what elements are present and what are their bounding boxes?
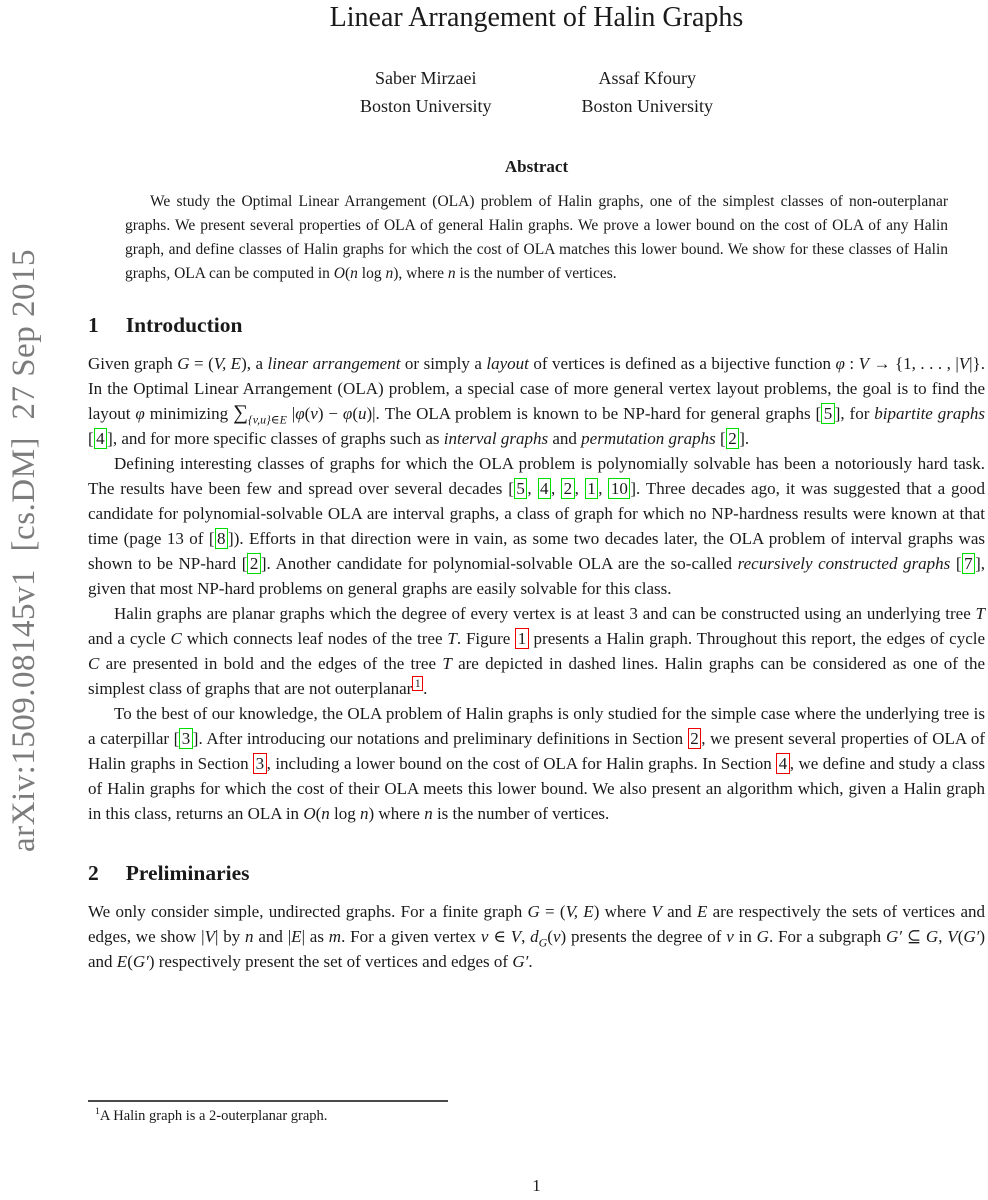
text-run: ]. Another candidate for polynomial-solvable OLA are the so-called: [260, 554, 738, 573]
text-run: ].: [739, 429, 750, 448]
text-run: ) presents the degree of: [560, 927, 727, 946]
text-run: C: [88, 654, 100, 673]
text-run: are presented in bold and the edges of the tree: [99, 654, 443, 673]
text-run: To the best of our knowledge, the OLA problem of Halin graphs is only studied for the simple case where the underlying tree is a caterpillar [: [88, 704, 985, 748]
text-run: minimizing: [144, 404, 234, 423]
text-run: G′: [512, 952, 529, 971]
text-run: and |: [253, 927, 292, 946]
paragraph-intro-2: [88, 451, 985, 601]
author-1: [360, 64, 492, 120]
paper-content: [88, 0, 985, 974]
citation-link[interactable]: 10: [608, 478, 630, 499]
citation-link[interactable]: 2: [561, 478, 575, 499]
text-run: n: [447, 265, 456, 282]
text-run: = (: [539, 902, 566, 921]
text-run: ) and: [88, 927, 986, 971]
section-title: Introduction: [125, 313, 243, 337]
text-run: or simply a: [400, 354, 487, 373]
text-run: V: [958, 354, 970, 373]
text-run: m: [328, 927, 342, 946]
text-run: recursively constructed graphs: [737, 554, 951, 573]
text-run: G: [527, 902, 540, 921]
ref-link[interactable]: 2: [688, 728, 702, 749]
text-run: .: [423, 679, 428, 698]
citation-link[interactable]: 8: [215, 528, 229, 549]
text-run: G: [538, 935, 548, 950]
text-run: . For a subgraph: [768, 927, 887, 946]
paragraph-intro-3: [88, 601, 985, 701]
text-run: V: [204, 927, 215, 946]
text-run: Given graph: [88, 354, 178, 373]
text-run: and a cycle: [88, 629, 171, 648]
ref-link[interactable]: 4: [776, 753, 790, 774]
author-affiliation: Boston University: [359, 96, 492, 116]
text-run: :: [844, 354, 859, 373]
text-run: We study the Optimal Linear Arrangement (OLA) problem of Halin graphs, one of the simplest classes of non-outerplanar graphs. We present several properties of OLA of general Halin graphs. We prove a lower bound on the cost of OLA of any Halin graph, and define classes of Halin graphs for which the cost of OLA matches this lower bound. We show for these classes of Halin graphs, OLA can be computed in: [125, 193, 948, 282]
text-run: is the number of vertices.: [455, 265, 617, 282]
text-run: n: [350, 265, 358, 282]
footnote-area: [88, 1100, 985, 1125]
text-run: φ: [835, 354, 845, 373]
text-run: (: [547, 927, 553, 946]
paragraph-intro-1: [88, 351, 985, 451]
section-heading-preliminaries: [88, 860, 985, 886]
text-run: n: [424, 804, 433, 823]
section-title: Preliminaries: [125, 861, 250, 885]
text-run: V, E: [213, 354, 242, 373]
text-run: (: [957, 927, 964, 946]
text-run: G: [756, 927, 769, 946]
text-run: n: [385, 265, 394, 282]
citation-link[interactable]: 5: [821, 403, 835, 424]
citation-link[interactable]: 5: [514, 478, 528, 499]
abstract-heading: Abstract: [504, 157, 569, 176]
text-run: Defining interesting classes of graphs for which the OLA problem is polynomially solvable has been a notoriously hard task. The results have been few and spread over several decades [: [88, 454, 985, 498]
abstract-section: [88, 156, 985, 286]
text-run: ], for: [834, 404, 875, 423]
text-run: ), a: [241, 354, 268, 373]
text-run: and: [661, 902, 697, 921]
text-run: u: [357, 404, 367, 423]
text-run: C: [170, 629, 182, 648]
text-run: E: [116, 952, 128, 971]
text-run: v: [552, 927, 561, 946]
text-run: G′: [132, 952, 149, 971]
text-run: [: [715, 429, 726, 448]
text-run: | as: [301, 927, 329, 946]
text-run: G′: [963, 927, 980, 946]
text-run: φ: [342, 404, 353, 423]
text-run: |: [286, 404, 296, 423]
section-number: 2: [88, 861, 99, 885]
text-run: [: [88, 429, 94, 448]
text-run: (: [352, 404, 358, 423]
footnote-rule: [88, 1100, 448, 1102]
citation-link[interactable]: 2: [726, 428, 740, 449]
text-run: ], and for more specific classes of graphs such as: [107, 429, 444, 448]
text-run: φ: [135, 404, 145, 423]
footnote-text: [88, 1107, 985, 1125]
text-run: ) −: [317, 404, 343, 423]
text-run: V: [947, 927, 958, 946]
citation-link[interactable]: 7: [962, 553, 976, 574]
arxiv-watermark: arXiv:1509.08145v1 [cs.DM] 27 Sep 2015: [6, 249, 42, 852]
ref-link[interactable]: 1: [515, 628, 529, 649]
text-run: We only consider simple, undirected graphs. For a finite graph: [88, 902, 528, 921]
text-run: bipartite graphs: [874, 404, 986, 423]
text-run: ): [393, 265, 399, 282]
text-run: and: [548, 429, 582, 448]
text-run: log: [357, 265, 386, 282]
footnote-marker: 1: [95, 1106, 100, 1118]
text-run: ,: [598, 479, 609, 498]
text-run: are respectively the sets of vertices and edges, we show |: [88, 902, 985, 946]
text-run: is the number of vertices.: [432, 804, 610, 823]
text-run: which connects leaf nodes of the tree: [181, 629, 448, 648]
text-run: E: [696, 902, 708, 921]
citation-link[interactable]: 1: [585, 478, 599, 499]
text-run: ,: [551, 479, 562, 498]
paper-title: Linear Arrangement of Halin Graphs: [329, 2, 744, 33]
text-run: V: [858, 354, 870, 373]
text-run: → {1, . . . , |: [869, 354, 959, 373]
text-run: ∈: [488, 927, 511, 946]
text-run: . Figure: [456, 629, 516, 648]
text-run: layout: [486, 354, 529, 373]
text-run: ], given that most NP-hard problems on general graphs are easily solvable for this class.: [88, 554, 986, 598]
text-run: , we present several properties of OLA of Halin graphs in Section: [88, 729, 985, 773]
text-run: ,: [574, 479, 585, 498]
ref-link[interactable]: 3: [253, 753, 267, 774]
text-run: v: [726, 927, 734, 946]
author-name: Assaf Kfoury: [598, 68, 696, 88]
text-run: ,: [938, 927, 948, 946]
text-run: , we define and study a class of Halin graphs for which the cost of their OLA meets this lower bound. We also present an algorithm which, given a Halin graph in this class, returns an OLA in: [88, 754, 985, 823]
abstract-text: [125, 190, 948, 286]
text-run: , including a lower bound on the cost of OLA for Halin graphs. In Section: [266, 754, 777, 773]
text-run: Halin graphs are planar graphs which the degree of every vertex is at least 3 and can be constructed using an underlying tree: [114, 604, 976, 623]
text-run: V: [510, 927, 522, 946]
footnote-body: A Halin graph is a 2-outerplanar graph.: [99, 1108, 328, 1124]
citation-link[interactable]: 4: [94, 428, 108, 449]
citation-link[interactable]: 2: [247, 553, 261, 574]
text-run: |}. In the Optimal Linear Arrangement (OLA) problem, a special case of more general vertex layout problems, the goal is to find the layout: [88, 354, 985, 423]
text-run: ]. Three decades ago, it was suggested that a good candidate for polynomial-solvable OLA are interval graphs, a class of graph for which no NP-hardness results were known at that time (page 13 of [: [88, 479, 986, 548]
text-run: , where: [398, 265, 448, 282]
text-run: d: [530, 927, 539, 946]
text-run: = (: [189, 354, 214, 373]
text-run: ) where: [593, 902, 652, 921]
text-run: ]). Efforts in that direction were in vain, as some two decades later, the OLA problem of interval graphs was shown to be NP-hard [: [88, 529, 985, 573]
text-run: presents a Halin graph. Throughout this report, the edges of cycle: [528, 629, 986, 648]
text-run: linear arrangement: [267, 354, 401, 373]
text-run: . For a given vertex: [341, 927, 481, 946]
text-run: ) where: [368, 804, 425, 823]
text-run: of vertices is defined as a bijective function: [528, 354, 836, 373]
text-run: T: [447, 629, 457, 648]
paragraph-preliminaries-1: [88, 899, 985, 974]
text-run: n: [360, 804, 369, 823]
text-run: T: [442, 654, 452, 673]
text-run: (: [127, 952, 133, 971]
ref-link[interactable]: 1: [412, 676, 423, 691]
author-2: [582, 64, 714, 120]
text-run: ]. After introducing our notations and preliminary definitions in Section: [192, 729, 688, 748]
text-run: (: [315, 804, 322, 823]
text-run: v: [480, 927, 489, 946]
author-block: [88, 64, 985, 120]
text-run: ⊆: [902, 927, 926, 946]
text-run: G: [177, 354, 190, 373]
text-run: n: [245, 927, 254, 946]
text-run: V: [651, 902, 662, 921]
text-run: φ: [295, 404, 305, 423]
text-run: permutation graphs: [581, 429, 716, 448]
text-run: O: [303, 804, 316, 823]
text-run: interval graphs: [443, 429, 549, 448]
paragraph-intro-4: [88, 701, 985, 826]
text-run: G: [925, 927, 939, 946]
text-run: ∑: [233, 400, 248, 424]
author-affiliation: Boston University: [581, 96, 714, 116]
text-run: )|. The OLA problem is known to be NP-hard for general graphs [: [366, 404, 822, 423]
page-number: 1: [532, 1176, 541, 1195]
section-number: 1: [88, 313, 99, 337]
section-heading-introduction: [88, 312, 985, 338]
citation-link[interactable]: 3: [179, 728, 193, 749]
text-run: ) respectively present the set of vertices and edges of: [148, 952, 513, 971]
text-run: [: [950, 554, 962, 573]
text-run: | by: [214, 927, 246, 946]
text-run: (: [304, 404, 311, 423]
text-run: {v,u}∈E: [247, 412, 287, 427]
text-run: T: [975, 604, 985, 623]
text-run: v: [310, 404, 318, 423]
text-run: log: [329, 804, 360, 823]
text-run: G′: [886, 927, 903, 946]
citation-link[interactable]: 4: [538, 478, 552, 499]
text-run: O: [333, 265, 345, 282]
text-run: E: [291, 927, 302, 946]
text-run: ,: [521, 927, 531, 946]
text-run: ,: [527, 479, 538, 498]
text-run: V, E: [565, 902, 594, 921]
text-run: (: [344, 265, 351, 282]
text-run: .: [528, 952, 533, 971]
author-name: Saber Mirzaei: [375, 68, 477, 88]
text-run: are depicted in dashed lines. Halin graphs can be considered as one of the simplest class of graphs that are not outerplanar: [88, 654, 986, 698]
text-run: in: [733, 927, 757, 946]
text-run: n: [321, 804, 330, 823]
